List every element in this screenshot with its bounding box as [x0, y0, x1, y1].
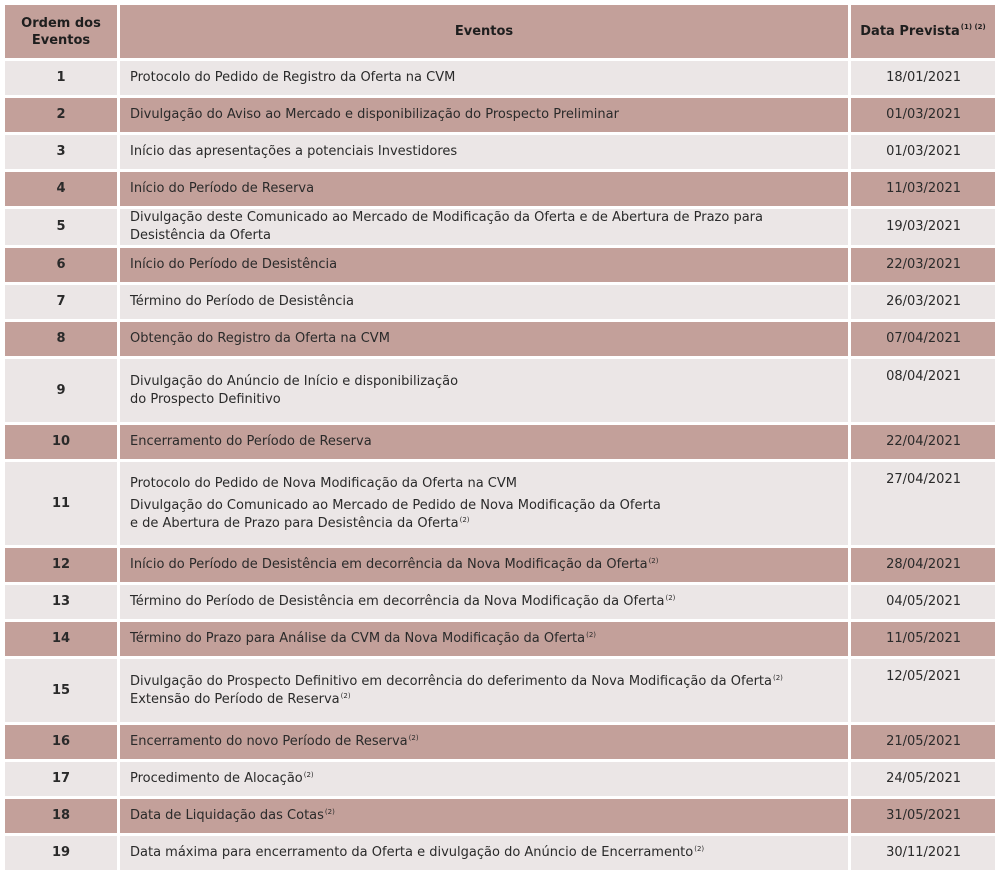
event-text: Início do Período de Desistência em decorrência da Nova Modificação da Oferta — [130, 557, 648, 572]
event-line — [130, 807, 838, 825]
table-row — [5, 61, 995, 95]
event-date: 01/03/2021 — [851, 135, 995, 169]
event-description — [120, 425, 848, 459]
event-text: Término do Período de Desistência em decorrência da Nova Modificação da Oferta — [130, 594, 665, 609]
event-line — [130, 373, 838, 391]
event-description — [120, 659, 848, 722]
header-events: Eventos — [120, 5, 848, 58]
event-description — [120, 98, 848, 132]
event-date: 30/11/2021 — [851, 836, 995, 870]
event-description — [120, 762, 848, 796]
event-description — [120, 209, 848, 245]
event-description — [120, 61, 848, 95]
event-order: 1 — [5, 61, 117, 95]
event-line — [130, 106, 838, 124]
footnote-marker: (2) — [648, 557, 659, 565]
event-description — [120, 799, 848, 833]
event-date: 27/04/2021 — [851, 462, 995, 545]
event-text: Término do Prazo para Análise da CVM da Nova Modificação da Oferta — [130, 631, 586, 646]
table-row — [5, 135, 995, 169]
event-order: 18 — [5, 799, 117, 833]
table-row — [5, 98, 995, 132]
table-row — [5, 548, 995, 582]
header-order: Ordem dos Eventos — [5, 5, 117, 58]
event-order: 6 — [5, 248, 117, 282]
event-date: 26/03/2021 — [851, 285, 995, 319]
table-row — [5, 359, 995, 422]
event-text: Início das apresentações a potenciais Investidores — [130, 144, 458, 159]
table-row — [5, 836, 995, 870]
event-description — [120, 836, 848, 870]
event-date: 22/03/2021 — [851, 248, 995, 282]
event-line — [130, 293, 838, 311]
table-row — [5, 285, 995, 319]
event-order: 2 — [5, 98, 117, 132]
event-text: Início do Período de Reserva — [130, 181, 315, 196]
table-header — [5, 5, 995, 58]
event-date: 21/05/2021 — [851, 725, 995, 759]
event-text: Divulgação deste Comunicado ao Mercado de Modificação da Oferta e de Abertura de Prazo para Desistência da Oferta — [130, 210, 763, 243]
event-order: 5 — [5, 209, 117, 245]
event-date: 04/05/2021 — [851, 585, 995, 619]
event-line — [130, 733, 838, 751]
event-line — [130, 515, 838, 533]
footnote-marker: (2) — [324, 808, 335, 816]
event-text: Divulgação do Comunicado ao Mercado de Pedido de Nova Modificação da Oferta — [130, 497, 661, 513]
event-line — [130, 180, 838, 198]
event-date: 07/04/2021 — [851, 322, 995, 356]
event-description — [120, 359, 848, 422]
footnote-marker: (2) — [459, 515, 470, 524]
event-text: Protocolo do Pedido de Nova Modificação da Oferta na CVM — [130, 475, 517, 491]
event-date: 19/03/2021 — [851, 209, 995, 245]
event-order: 13 — [5, 585, 117, 619]
event-description — [120, 548, 848, 582]
event-date: 18/01/2021 — [851, 61, 995, 95]
footnote-marker: (2) — [586, 631, 597, 639]
table-row — [5, 585, 995, 619]
event-text: Obtenção do Registro da Oferta na CVM — [130, 331, 390, 346]
event-text: do Prospecto Definitivo — [130, 391, 281, 407]
footnote-marker: (2) — [772, 673, 783, 682]
event-line — [130, 770, 838, 788]
event-order: 7 — [5, 285, 117, 319]
footnote-marker: (2) — [694, 845, 705, 853]
event-text: Término do Período de Desistência — [130, 294, 355, 309]
event-date: 28/04/2021 — [851, 548, 995, 582]
event-line — [130, 673, 838, 691]
event-text: e de Abertura de Prazo para Desistência da Oferta — [130, 515, 459, 531]
event-line — [130, 475, 838, 493]
event-date: 31/05/2021 — [851, 799, 995, 833]
table-row — [5, 762, 995, 796]
event-line — [130, 593, 838, 611]
footnote-marker: (2) — [665, 594, 676, 602]
event-order: 16 — [5, 725, 117, 759]
table-row — [5, 462, 995, 545]
event-text: Início do Período de Desistência — [130, 257, 338, 272]
event-line — [130, 630, 838, 648]
event-line — [130, 256, 838, 274]
header-date: Data Prevista$^{(1) (2)}$ — [851, 5, 995, 58]
event-order: 17 — [5, 762, 117, 796]
event-date: 22/04/2021 — [851, 425, 995, 459]
event-description — [120, 135, 848, 169]
event-text: Encerramento do novo Período de Reserva — [130, 734, 408, 749]
event-date: 11/03/2021 — [851, 172, 995, 206]
event-text: Extensão do Período de Reserva — [130, 691, 340, 707]
event-description — [120, 622, 848, 656]
event-text: Divulgação do Prospecto Definitivo em decorrência do deferimento da Nova Modificação da Oferta — [130, 673, 772, 689]
footnote-marker: (2) — [340, 691, 351, 700]
event-order: 11 — [5, 462, 117, 545]
table-row — [5, 425, 995, 459]
table-body — [5, 61, 995, 870]
table-row — [5, 799, 995, 833]
event-order: 4 — [5, 172, 117, 206]
event-line — [130, 433, 838, 451]
schedule-table — [2, 2, 998, 873]
event-order: 9 — [5, 359, 117, 422]
event-line — [130, 330, 838, 348]
table-row — [5, 622, 995, 656]
event-order: 10 — [5, 425, 117, 459]
table-row — [5, 248, 995, 282]
event-description — [120, 462, 848, 545]
event-order: 15 — [5, 659, 117, 722]
event-text: Divulgação do Aviso ao Mercado e disponibilização do Prospecto Preliminar — [130, 107, 619, 122]
footnote-marker: (2) — [303, 771, 314, 779]
event-date: 12/05/2021 — [851, 659, 995, 722]
event-order: 19 — [5, 836, 117, 870]
event-date: 08/04/2021 — [851, 359, 995, 422]
event-description — [120, 172, 848, 206]
event-date: 11/05/2021 — [851, 622, 995, 656]
table-row — [5, 322, 995, 356]
event-description — [120, 725, 848, 759]
event-line — [130, 497, 838, 515]
footnote-marker: (2) — [408, 734, 419, 742]
event-description — [120, 285, 848, 319]
table-row — [5, 172, 995, 206]
event-order: 14 — [5, 622, 117, 656]
event-description — [120, 248, 848, 282]
event-order: 3 — [5, 135, 117, 169]
event-order: 12 — [5, 548, 117, 582]
event-line — [130, 391, 838, 409]
table-row — [5, 209, 995, 245]
event-text: Data de Liquidação das Cotas — [130, 808, 324, 823]
event-text: Encerramento do Período de Reserva — [130, 434, 372, 449]
event-line — [130, 556, 838, 574]
event-text: Data máxima para encerramento da Oferta e divulgação do Anúncio de Encerramento — [130, 845, 694, 860]
header-date-note: (1) (2) — [960, 22, 986, 31]
event-line — [130, 69, 838, 87]
event-order: 8 — [5, 322, 117, 356]
event-text: Divulgação do Anúncio de Início e disponibilização — [130, 373, 459, 389]
event-line — [130, 691, 838, 709]
event-date: 01/03/2021 — [851, 98, 995, 132]
event-description — [120, 585, 848, 619]
event-text: Protocolo do Pedido de Registro da Oferta na CVM — [130, 70, 456, 85]
table-row — [5, 659, 995, 722]
event-text: Procedimento de Alocação — [130, 771, 303, 786]
table-row — [5, 725, 995, 759]
event-line — [130, 143, 838, 161]
event-date: 24/05/2021 — [851, 762, 995, 796]
event-description — [120, 322, 848, 356]
event-line — [130, 209, 838, 245]
event-line — [130, 844, 838, 862]
